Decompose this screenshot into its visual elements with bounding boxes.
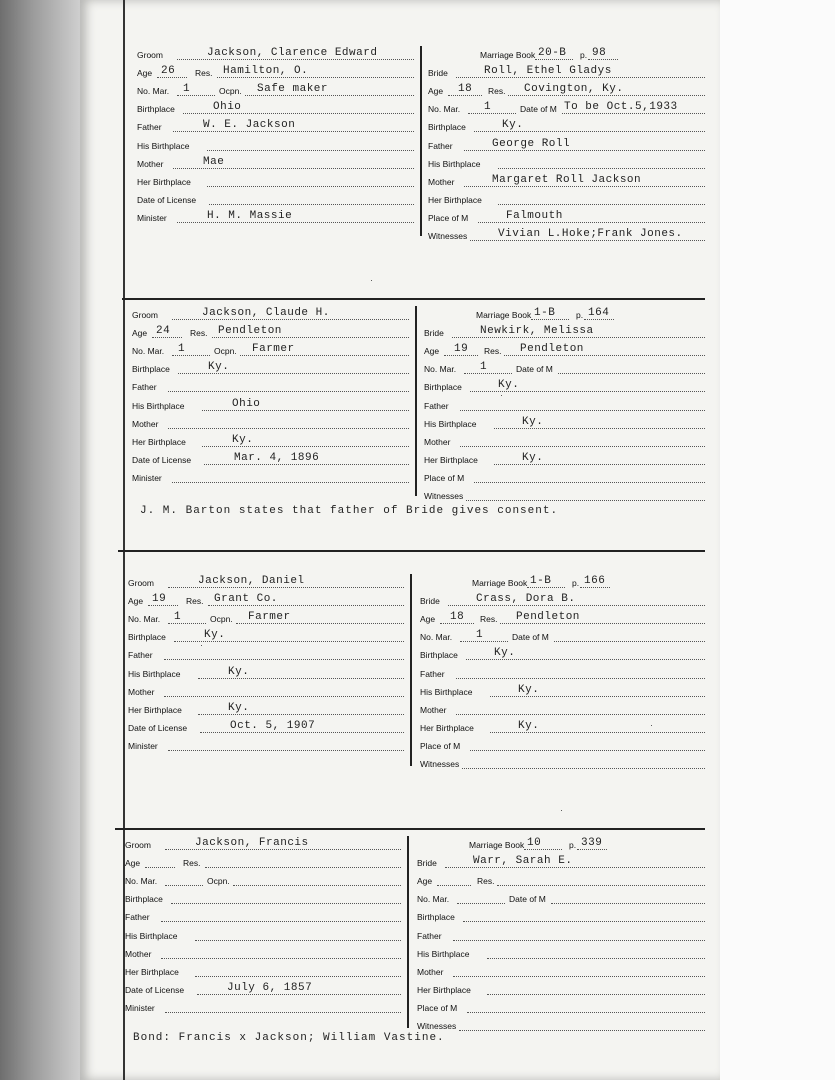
groom-birthplace-value: Ky. bbox=[208, 361, 230, 374]
marriage-book-label: Marriage Book bbox=[480, 50, 536, 60]
dotted-line bbox=[535, 59, 573, 60]
bride-mother-label: Mother bbox=[428, 176, 455, 187]
groom-her_birthplace-label: Her Birthplace bbox=[128, 704, 182, 715]
groom-minister-value: H. M. Massie bbox=[207, 209, 293, 222]
dotted-line bbox=[498, 204, 705, 205]
groom-his_birthplace-value: Ky. bbox=[228, 665, 250, 678]
bride-age-label: Age bbox=[420, 614, 436, 625]
groom-groom-label: Groom bbox=[128, 578, 154, 588]
bride-place_of_m-label: Place of M bbox=[420, 740, 461, 751]
dotted-line bbox=[168, 623, 206, 624]
marriage-page-value: 166 bbox=[584, 575, 606, 587]
bride-age-label: Age bbox=[428, 86, 444, 97]
bride-no-mar-value: 1 bbox=[484, 101, 492, 114]
dotted-line bbox=[474, 482, 705, 483]
dotted-line bbox=[558, 373, 705, 374]
bride-mother-label: Mother bbox=[417, 966, 444, 977]
dotted-line bbox=[145, 867, 175, 868]
groom-no-mar-value: 1 bbox=[183, 83, 191, 96]
groom-age-value: 24 bbox=[156, 325, 171, 338]
bride-name-value: Crass, Dora B. bbox=[476, 593, 576, 606]
dotted-line bbox=[448, 95, 482, 96]
dotted-line bbox=[508, 95, 705, 96]
dotted-line bbox=[200, 732, 404, 733]
dotted-line bbox=[456, 77, 705, 78]
dotted-line bbox=[464, 186, 705, 187]
dotted-line bbox=[173, 131, 414, 132]
groom-ocpn-value: Farmer bbox=[252, 343, 295, 356]
bride-age-label: Age bbox=[424, 346, 440, 357]
dotted-line bbox=[478, 222, 705, 223]
bride-birthplace-value: Ky. bbox=[502, 119, 524, 132]
groom-ocpn-value: Farmer bbox=[248, 611, 291, 624]
groom-father-label: Father bbox=[128, 650, 153, 661]
bride-birthplace-label: Birthplace bbox=[428, 122, 466, 133]
scan-speck: · bbox=[370, 275, 373, 285]
groom-his_birthplace-label: His Birthplace bbox=[128, 668, 181, 679]
dotted-line bbox=[212, 337, 409, 338]
groom-minister-label: Minister bbox=[132, 472, 162, 483]
dotted-line bbox=[470, 240, 705, 241]
dotted-line bbox=[197, 994, 401, 995]
marriage-page-value: 164 bbox=[588, 307, 610, 319]
groom-mother-label: Mother bbox=[137, 158, 164, 169]
dotted-line bbox=[207, 150, 414, 151]
dotted-line bbox=[152, 337, 182, 338]
dotted-line bbox=[444, 355, 478, 356]
scan-gutter bbox=[0, 0, 80, 1080]
bride-her_birthplace-label: Her Birthplace bbox=[417, 984, 471, 995]
dotted-line bbox=[198, 678, 404, 679]
dotted-line bbox=[470, 391, 705, 392]
dotted-line bbox=[470, 750, 705, 751]
marriage-page-value: 98 bbox=[592, 47, 607, 59]
marriage-book-value: 1-B bbox=[534, 307, 556, 319]
bride-mother-label: Mother bbox=[424, 436, 451, 447]
dotted-line bbox=[490, 696, 705, 697]
groom-birthplace-label: Birthplace bbox=[128, 632, 166, 643]
dotted-line bbox=[168, 750, 404, 751]
groom-res-value: Hamilton, O. bbox=[223, 65, 309, 78]
bride-witnesses-label: Witnesses bbox=[428, 231, 468, 241]
groom-her_birthplace-label: Her Birthplace bbox=[137, 176, 191, 187]
bride-father-label: Father bbox=[417, 930, 442, 941]
dotted-line bbox=[217, 77, 414, 78]
bride-father-label: Father bbox=[424, 400, 449, 411]
dotted-line bbox=[456, 714, 705, 715]
dotted-line bbox=[236, 623, 404, 624]
dotted-line bbox=[577, 849, 607, 850]
groom-date_license-label: Date of License bbox=[128, 722, 188, 733]
bride-no_mar-label: No. Mar. bbox=[417, 894, 450, 905]
bride-birthplace-value: Ky. bbox=[498, 379, 520, 392]
dotted-line bbox=[209, 204, 414, 205]
groom-name-value: Jackson, Francis bbox=[195, 837, 309, 849]
dotted-line bbox=[464, 373, 512, 374]
dotted-line bbox=[456, 678, 705, 679]
record-note: J. M. Barton states that father of Bride gives consent. bbox=[140, 505, 559, 517]
dotted-line bbox=[554, 641, 705, 642]
groom-birthplace-value: Ohio bbox=[213, 101, 242, 114]
dotted-line bbox=[453, 976, 705, 977]
groom-birthplace-value: Ky. bbox=[204, 629, 226, 642]
bride-age-value: 18 bbox=[450, 611, 465, 624]
dotted-line bbox=[588, 59, 618, 60]
dotted-line bbox=[157, 77, 187, 78]
dotted-line bbox=[524, 849, 562, 850]
bride-res-value: Pendleton bbox=[520, 343, 584, 356]
scan-speck: · bbox=[560, 805, 563, 815]
bride-age-label: Age bbox=[417, 876, 433, 887]
bride-her_birthplace-label: Her Birthplace bbox=[420, 722, 474, 733]
dotted-line bbox=[172, 319, 409, 320]
bride-date-of-m-value: To be Oct.5,1933 bbox=[564, 101, 678, 114]
groom-ocpn-label: Ocpn. bbox=[210, 614, 233, 625]
marriage-book-value: 20-B bbox=[538, 47, 567, 59]
bride-date-of-m-label: Date of M bbox=[509, 894, 546, 905]
dotted-line bbox=[178, 373, 409, 374]
marriage-page-value: 339 bbox=[581, 837, 603, 849]
bride-res-label: Res. bbox=[480, 614, 498, 625]
record-sheet bbox=[80, 0, 720, 1080]
bride-date-of-m-label: Date of M bbox=[520, 104, 557, 115]
groom-res-value: Grant Co. bbox=[214, 593, 278, 606]
groom-date_license-label: Date of License bbox=[132, 454, 192, 465]
groom-her_birthplace-value: Ky. bbox=[232, 433, 254, 446]
bride-her_birthplace-label: Her Birthplace bbox=[424, 454, 478, 465]
bride-witnesses-label: Witnesses bbox=[420, 759, 460, 769]
section-rule bbox=[118, 550, 705, 552]
groom-groom-label: Groom bbox=[125, 840, 151, 850]
dotted-line bbox=[504, 355, 705, 356]
bride-bride-label: Bride bbox=[428, 68, 448, 79]
bride-age-value: 18 bbox=[458, 83, 473, 96]
groom-his_birthplace-label: His Birthplace bbox=[132, 400, 185, 411]
dotted-line bbox=[245, 95, 414, 96]
dotted-line bbox=[177, 222, 414, 223]
groom-his_birthplace-label: His Birthplace bbox=[125, 930, 178, 941]
dotted-line bbox=[204, 464, 409, 465]
groom-res-label: Res. bbox=[190, 328, 208, 339]
bride-witnesses-value: Vivian L.Hoke;Frank Jones. bbox=[498, 228, 683, 240]
dotted-line bbox=[195, 940, 401, 941]
dotted-line bbox=[164, 696, 404, 697]
bride-date-of-m-label: Date of M bbox=[512, 632, 549, 643]
dotted-line bbox=[490, 732, 705, 733]
marriage-book-label: Marriage Book bbox=[472, 578, 528, 588]
groom-res-label: Res. bbox=[195, 68, 213, 79]
groom-ocpn-label: Ocpn. bbox=[207, 876, 230, 887]
column-divider bbox=[410, 574, 412, 766]
bride-res-label: Res. bbox=[484, 346, 502, 357]
dotted-line bbox=[207, 186, 414, 187]
dotted-line bbox=[494, 464, 705, 465]
dotted-line bbox=[195, 976, 401, 977]
dotted-line bbox=[168, 391, 409, 392]
groom-her_birthplace-value: Ky. bbox=[228, 701, 250, 714]
groom-groom-label: Groom bbox=[137, 50, 163, 60]
dotted-line bbox=[494, 428, 705, 429]
groom-her_birthplace-label: Her Birthplace bbox=[125, 966, 179, 977]
dotted-line bbox=[527, 587, 565, 588]
groom-no_mar-label: No. Mar. bbox=[125, 876, 158, 887]
groom-birthplace-label: Birthplace bbox=[132, 364, 170, 375]
dotted-line bbox=[161, 958, 401, 959]
bride-bride-label: Bride bbox=[424, 328, 444, 339]
dotted-line bbox=[497, 885, 705, 886]
bride-place_of_m-label: Place of M bbox=[424, 472, 465, 483]
bride-his_birthplace-label: His Birthplace bbox=[424, 418, 477, 429]
dotted-line bbox=[457, 903, 505, 904]
bride-name-value: Newkirk, Melissa bbox=[480, 325, 594, 338]
bride-father-label: Father bbox=[420, 668, 445, 679]
groom-mother-value: Mae bbox=[203, 155, 225, 168]
bride-her_birthplace-value: Ky. bbox=[518, 719, 540, 732]
bride-place_of_m-label: Place of M bbox=[428, 212, 469, 223]
dotted-line bbox=[148, 605, 178, 606]
groom-father-value: W. E. Jackson bbox=[203, 119, 296, 132]
dotted-line bbox=[462, 768, 705, 769]
dotted-line bbox=[551, 903, 705, 904]
dotted-line bbox=[177, 95, 215, 96]
marriage-page-label: p. bbox=[572, 578, 580, 588]
scan-speck: · bbox=[500, 390, 503, 400]
dotted-line bbox=[467, 1012, 705, 1013]
dotted-line bbox=[172, 355, 210, 356]
dotted-line bbox=[460, 446, 705, 447]
groom-father-label: Father bbox=[137, 122, 162, 133]
dotted-line bbox=[198, 714, 404, 715]
groom-age-label: Age bbox=[137, 68, 153, 79]
bride-res-value: Pendleton bbox=[516, 611, 580, 624]
dotted-line bbox=[208, 605, 404, 606]
bride-name-value: Warr, Sarah E. bbox=[473, 855, 573, 868]
dotted-line bbox=[562, 113, 705, 114]
groom-no_mar-label: No. Mar. bbox=[132, 346, 165, 357]
marriage-page-label: p. bbox=[569, 840, 577, 850]
dotted-line bbox=[168, 587, 404, 588]
bride-place_of_m-label: Place of M bbox=[417, 1002, 458, 1013]
dotted-line bbox=[161, 921, 401, 922]
scan-speck: · bbox=[650, 720, 653, 730]
bride-her_birthplace-value: Ky. bbox=[522, 451, 544, 464]
groom-res-value: Pendleton bbox=[218, 325, 282, 338]
bride-mother-value: Margaret Roll Jackson bbox=[492, 173, 642, 186]
groom-date_license-label: Date of License bbox=[137, 194, 197, 205]
marriage-book-value: 1-B bbox=[530, 575, 552, 587]
groom-birthplace-label: Birthplace bbox=[125, 894, 163, 905]
dotted-line bbox=[240, 355, 409, 356]
bride-witnesses-label: Witnesses bbox=[417, 1021, 457, 1031]
bride-father-value: George Roll bbox=[492, 137, 571, 150]
dotted-line bbox=[165, 1012, 401, 1013]
dotted-line bbox=[531, 319, 569, 320]
groom-no_mar-label: No. Mar. bbox=[137, 86, 170, 97]
dotted-line bbox=[487, 958, 705, 959]
groom-res-label: Res. bbox=[186, 596, 204, 607]
dotted-line bbox=[202, 446, 409, 447]
bride-his_birthplace-value: Ky. bbox=[522, 415, 544, 428]
bride-age-value: 19 bbox=[454, 343, 469, 356]
bride-no_mar-label: No. Mar. bbox=[420, 632, 453, 643]
groom-date_license-label: Date of License bbox=[125, 984, 185, 995]
groom-age-value: 26 bbox=[161, 65, 176, 78]
groom-name-value: Jackson, Clarence Edward bbox=[207, 47, 378, 59]
dotted-line bbox=[165, 849, 401, 850]
dotted-line bbox=[174, 641, 404, 642]
dotted-line bbox=[459, 1030, 705, 1031]
dotted-line bbox=[466, 659, 705, 660]
column-divider bbox=[407, 836, 409, 1028]
groom-ocpn-value: Safe maker bbox=[257, 83, 329, 96]
groom-groom-label: Groom bbox=[132, 310, 158, 320]
column-divider bbox=[415, 306, 417, 496]
groom-res-label: Res. bbox=[183, 858, 201, 869]
dotted-line bbox=[437, 885, 471, 886]
dotted-line bbox=[487, 994, 705, 995]
groom-no-mar-value: 1 bbox=[174, 611, 182, 624]
groom-minister-label: Minister bbox=[137, 212, 167, 223]
dotted-line bbox=[205, 867, 401, 868]
dotted-line bbox=[164, 659, 404, 660]
groom-minister-label: Minister bbox=[128, 740, 158, 751]
bride-his_birthplace-value: Ky. bbox=[518, 683, 540, 696]
groom-ocpn-label: Ocpn. bbox=[219, 86, 242, 97]
groom-birthplace-label: Birthplace bbox=[137, 104, 175, 115]
dotted-line bbox=[584, 319, 614, 320]
dotted-line bbox=[445, 867, 705, 868]
bride-his_birthplace-label: His Birthplace bbox=[420, 686, 473, 697]
bride-res-label: Res. bbox=[488, 86, 506, 97]
bride-no_mar-label: No. Mar. bbox=[424, 364, 457, 375]
marriage-page-label: p. bbox=[576, 310, 584, 320]
bride-birthplace-value: Ky. bbox=[494, 647, 516, 660]
bride-birthplace-label: Birthplace bbox=[417, 912, 455, 923]
groom-date_license-value: Oct. 5, 1907 bbox=[230, 719, 316, 732]
groom-no-mar-value: 1 bbox=[178, 343, 186, 356]
groom-mother-label: Mother bbox=[125, 948, 152, 959]
groom-her_birthplace-label: Her Birthplace bbox=[132, 436, 186, 447]
bride-mother-label: Mother bbox=[420, 704, 447, 715]
dotted-line bbox=[460, 641, 508, 642]
dotted-line bbox=[440, 623, 474, 624]
dotted-line bbox=[171, 903, 401, 904]
groom-his_birthplace-value: Ohio bbox=[232, 397, 261, 410]
bride-birthplace-label: Birthplace bbox=[420, 650, 458, 661]
dotted-line bbox=[460, 410, 705, 411]
groom-date_license-value: Mar. 4, 1896 bbox=[234, 451, 320, 464]
dotted-line bbox=[202, 410, 409, 411]
bride-name-value: Roll, Ethel Gladys bbox=[484, 65, 612, 78]
bride-no-mar-value: 1 bbox=[476, 629, 484, 642]
scan-speck: · bbox=[200, 640, 203, 650]
dotted-line bbox=[463, 921, 705, 922]
groom-age-label: Age bbox=[125, 858, 141, 869]
groom-mother-label: Mother bbox=[128, 686, 155, 697]
groom-name-value: Jackson, Claude H. bbox=[202, 307, 330, 319]
bride-no-mar-value: 1 bbox=[480, 361, 488, 374]
marriage-page-label: p. bbox=[580, 50, 588, 60]
bride-bride-label: Bride bbox=[417, 858, 437, 869]
bride-res-value: Covington, Ky. bbox=[524, 83, 624, 96]
groom-name-value: Jackson, Daniel bbox=[198, 575, 305, 587]
dotted-line bbox=[177, 59, 414, 60]
groom-father-label: Father bbox=[125, 912, 150, 923]
dotted-line bbox=[452, 337, 705, 338]
dotted-line bbox=[165, 885, 203, 886]
section-rule bbox=[115, 828, 705, 830]
bride-his_birthplace-label: His Birthplace bbox=[417, 948, 470, 959]
groom-date_license-value: July 6, 1857 bbox=[227, 981, 313, 994]
dotted-line bbox=[468, 113, 516, 114]
groom-age-value: 19 bbox=[152, 593, 167, 606]
dotted-line bbox=[464, 150, 705, 151]
dotted-line bbox=[500, 623, 705, 624]
bride-witnesses-label: Witnesses bbox=[424, 491, 464, 501]
column-divider bbox=[420, 46, 422, 236]
groom-age-label: Age bbox=[128, 596, 144, 607]
dotted-line bbox=[173, 168, 414, 169]
record-note: Bond: Francis x Jackson; William Vastine. bbox=[133, 1032, 445, 1044]
bride-res-label: Res. bbox=[477, 876, 495, 887]
dotted-line bbox=[580, 587, 610, 588]
bride-birthplace-label: Birthplace bbox=[424, 382, 462, 393]
dotted-line bbox=[498, 168, 705, 169]
dotted-line bbox=[466, 500, 705, 501]
bride-bride-label: Bride bbox=[420, 596, 440, 607]
marriage-book-value: 10 bbox=[527, 837, 542, 849]
marriage-book-label: Marriage Book bbox=[469, 840, 525, 850]
bride-no_mar-label: No. Mar. bbox=[428, 104, 461, 115]
dotted-line bbox=[474, 131, 705, 132]
dotted-line bbox=[233, 885, 401, 886]
bride-his_birthplace-label: His Birthplace bbox=[428, 158, 481, 169]
groom-his_birthplace-label: His Birthplace bbox=[137, 140, 190, 151]
groom-father-label: Father bbox=[132, 382, 157, 393]
bride-date-of-m-label: Date of M bbox=[516, 364, 553, 375]
dotted-line bbox=[448, 605, 705, 606]
dotted-line bbox=[183, 113, 414, 114]
dotted-line bbox=[453, 940, 705, 941]
scan-margin bbox=[720, 0, 835, 1080]
bride-father-label: Father bbox=[428, 140, 453, 151]
groom-minister-label: Minister bbox=[125, 1002, 155, 1013]
bride-her_birthplace-label: Her Birthplace bbox=[428, 194, 482, 205]
dotted-line bbox=[172, 482, 409, 483]
groom-no_mar-label: No. Mar. bbox=[128, 614, 161, 625]
marriage-book-label: Marriage Book bbox=[476, 310, 532, 320]
groom-mother-label: Mother bbox=[132, 418, 159, 429]
dotted-line bbox=[168, 428, 409, 429]
section-rule bbox=[122, 298, 705, 300]
bride-place_of_m-value: Falmouth bbox=[506, 209, 563, 222]
groom-ocpn-label: Ocpn. bbox=[214, 346, 237, 357]
groom-age-label: Age bbox=[132, 328, 148, 339]
